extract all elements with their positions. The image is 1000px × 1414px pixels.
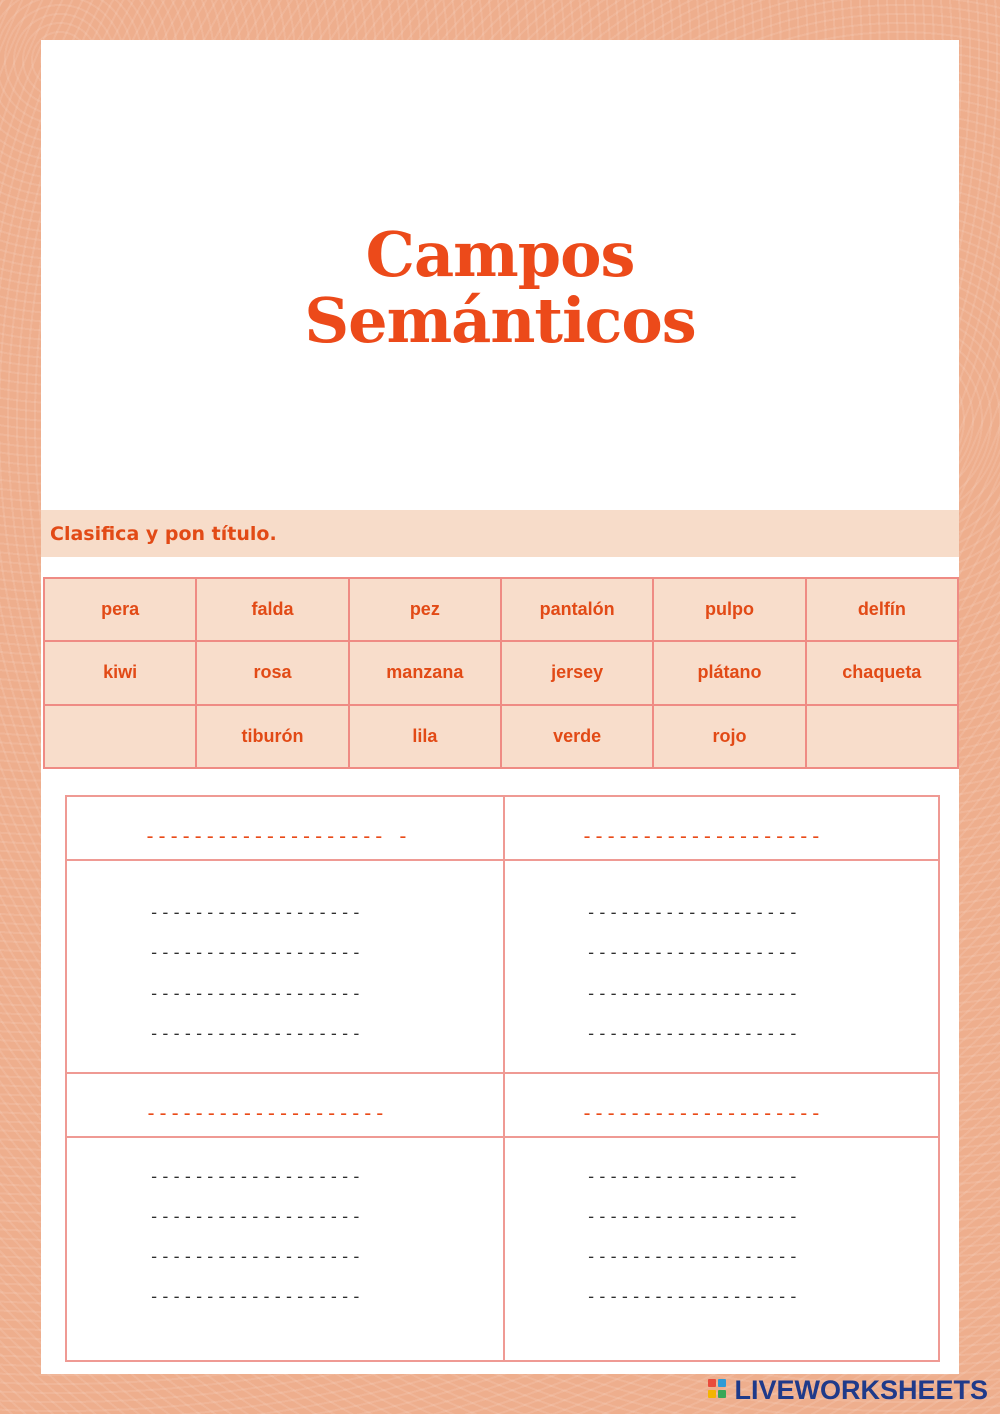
instruction-band	[41, 510, 959, 557]
word-cell[interactable]: verde	[501, 705, 653, 768]
word-cell[interactable]: pantalón	[501, 578, 653, 641]
liveworksheets-logo-icon	[708, 1379, 728, 1401]
word-cell[interactable]: tiburón	[196, 705, 348, 768]
word-cell-empty	[44, 705, 196, 768]
answer-blank[interactable]: -------------------	[149, 1024, 363, 1044]
table-divider	[67, 1072, 938, 1074]
answer-blank[interactable]: -------------------	[586, 943, 800, 963]
answer-blank[interactable]: -------------------	[586, 1167, 800, 1187]
answer-blank[interactable]: -------------------	[149, 903, 363, 923]
word-cell[interactable]: chaqueta	[806, 641, 958, 704]
brand-name: LIVEWORKSHEETS	[734, 1374, 988, 1405]
word-cell-empty	[806, 705, 958, 768]
word-cell[interactable]: jersey	[501, 641, 653, 704]
table-divider	[67, 859, 938, 861]
worksheet-page	[41, 40, 959, 1374]
word-bank	[43, 577, 959, 769]
title-line-2: Semánticos	[304, 283, 696, 357]
category-title-blank-2[interactable]: --------------------	[581, 824, 822, 848]
table-divider-vertical	[503, 797, 505, 1360]
word-cell[interactable]: rosa	[196, 641, 348, 704]
answer-blank[interactable]: -------------------	[149, 984, 363, 1004]
word-cell[interactable]: rojo	[653, 705, 805, 768]
category-title-blank-4[interactable]: --------------------	[581, 1101, 822, 1125]
answer-blank[interactable]: -------------------	[586, 984, 800, 1004]
liveworksheets-brand	[708, 1372, 988, 1408]
word-cell[interactable]: lila	[349, 705, 501, 768]
table-divider	[67, 1136, 938, 1138]
answer-blank[interactable]: -------------------	[586, 1287, 800, 1307]
word-cell[interactable]: kiwi	[44, 641, 196, 704]
word-cell[interactable]: delfín	[806, 578, 958, 641]
title-line-1: Campos	[365, 217, 635, 291]
answer-blank[interactable]: -------------------	[149, 1247, 363, 1267]
word-cell[interactable]: pulpo	[653, 578, 805, 641]
answer-blank[interactable]: -------------------	[586, 1247, 800, 1267]
word-cell[interactable]: pez	[349, 578, 501, 641]
word-cell[interactable]: plátano	[653, 641, 805, 704]
category-title-blank-1[interactable]: -------------------- -	[144, 824, 409, 848]
category-title-blank-3[interactable]: --------------------	[145, 1101, 386, 1125]
word-cell[interactable]: manzana	[349, 641, 501, 704]
answer-blank[interactable]: -------------------	[149, 943, 363, 963]
answer-blank[interactable]: -------------------	[149, 1207, 363, 1227]
answer-blank[interactable]: -------------------	[586, 903, 800, 923]
word-cell[interactable]: falda	[196, 578, 348, 641]
page-title	[41, 217, 959, 357]
classification-table	[65, 795, 940, 1362]
instruction-text: Clasifica y pon título.	[50, 523, 277, 545]
answer-blank[interactable]: -------------------	[586, 1024, 800, 1044]
answer-blank[interactable]: -------------------	[586, 1207, 800, 1227]
answer-blank[interactable]: -------------------	[149, 1167, 363, 1187]
word-cell[interactable]: pera	[44, 578, 196, 641]
answer-blank[interactable]: -------------------	[149, 1287, 363, 1307]
